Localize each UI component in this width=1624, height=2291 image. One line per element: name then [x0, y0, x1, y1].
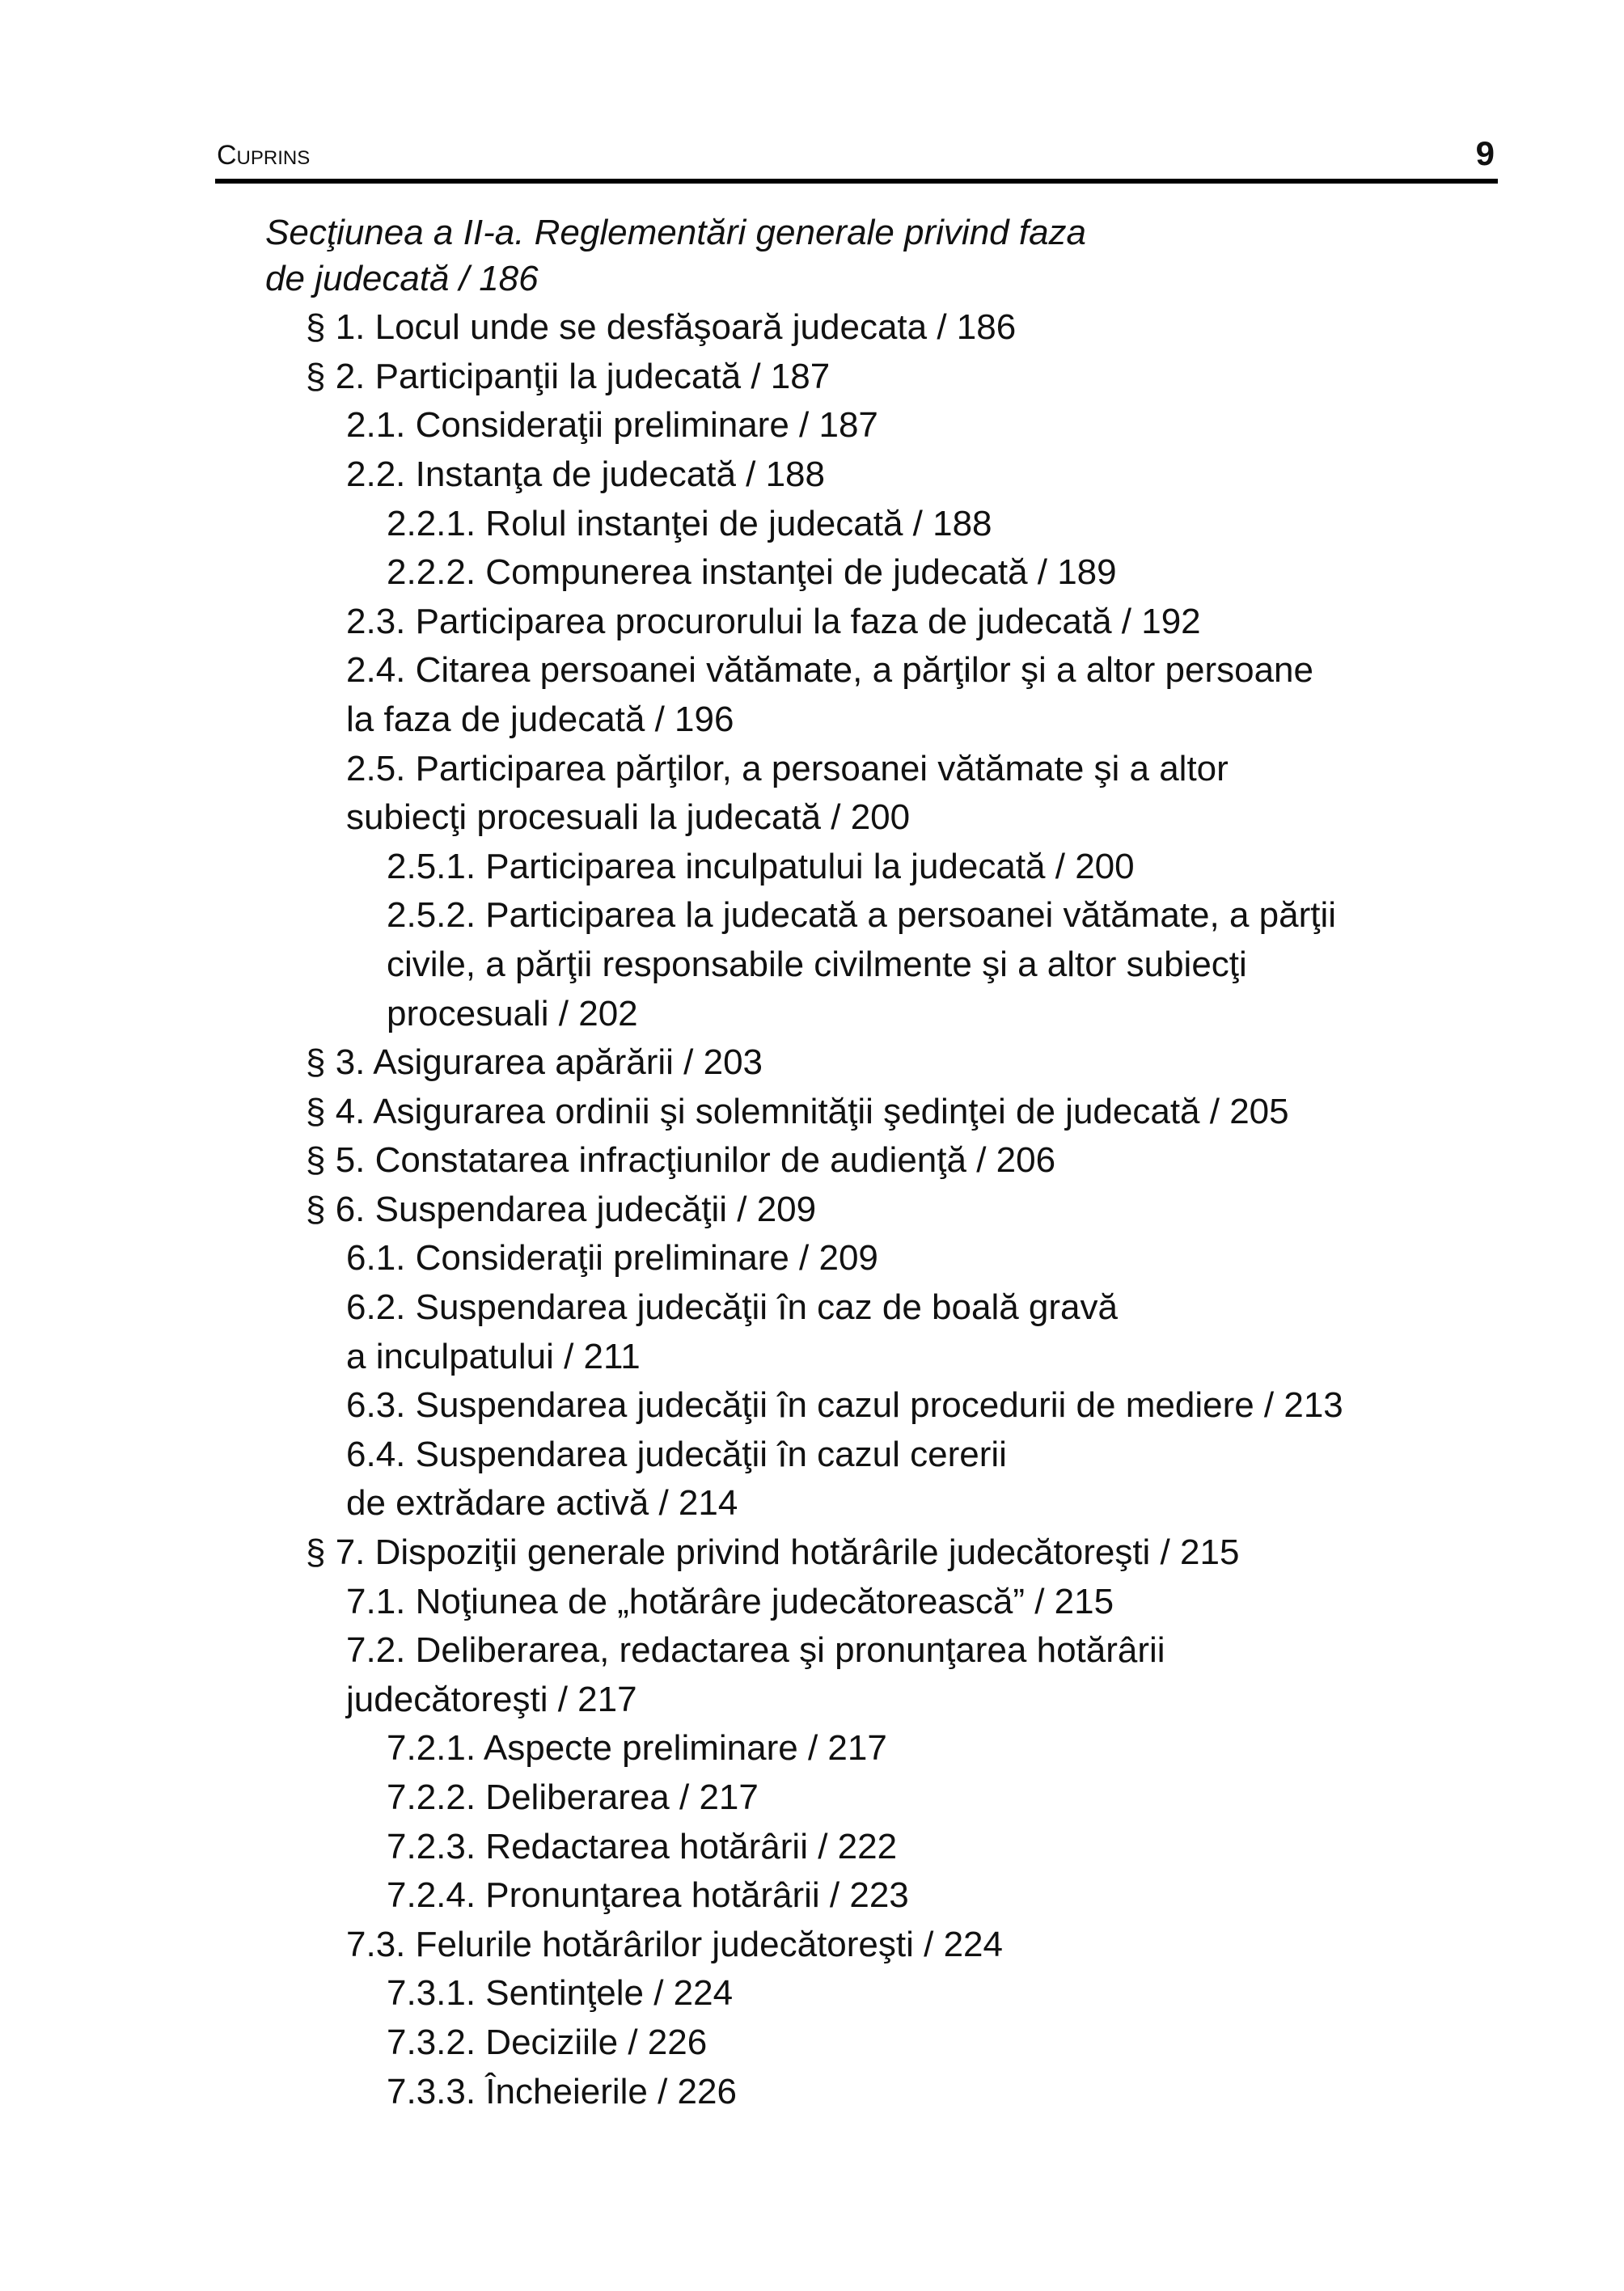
toc-entry-title: 2.5.1. Participarea inculpatului la judecată / 200	[387, 846, 1135, 886]
toc-entry-title: 7.3.1. Sentinţele / 224	[387, 1973, 734, 2014]
toc-entry	[0, 2068, 1624, 2117]
toc-entry-title: § 4. Asigurarea ordinii şi solemnităţii şedinţei de judecată / 205	[306, 1091, 1289, 1131]
toc-entry	[0, 1136, 1624, 1186]
toc-entry	[0, 205, 1624, 303]
toc-entry-title: 2.2.2. Compunerea instanţei de judecată / 189	[387, 552, 1117, 593]
toc-entry-title: 7.3. Felurile hotărârilor judecătoreşti / 224	[346, 1924, 1003, 1964]
toc-entry-title: 6.1. Consideraţii preliminare / 209	[346, 1238, 878, 1279]
toc-entry	[0, 1921, 1624, 1970]
toc-entry	[0, 646, 1624, 744]
toc-entry	[0, 1528, 1624, 1578]
toc-entry	[0, 1381, 1624, 1431]
toc-entry-title: § 7. Dispoziţii generale privind hotărârile judecătoreşti / 215	[306, 1532, 1240, 1573]
toc-entry-title: 2.4. Citarea persoanei vătămate, a părţilor şi a altor persoane	[346, 650, 1313, 691]
toc-entry	[0, 1724, 1624, 1773]
toc-entry-title: 7.3.2. Deciziile / 226	[387, 2022, 708, 2062]
toc-entry-title: 2.2. Instanţa de judecată / 188	[346, 454, 826, 494]
running-title: Cuprins	[217, 140, 311, 171]
toc-entry-continuation: de judecată / 186	[265, 258, 539, 298]
toc-entry	[0, 401, 1624, 450]
toc-entry	[0, 548, 1624, 598]
toc-entry-title: 2.5.2. Participarea la judecată a persoanei vătămate, a părţii	[387, 895, 1337, 936]
toc-entry-continuation: a inculpatului / 211	[346, 1336, 641, 1376]
toc-entry	[0, 1871, 1624, 1921]
toc-entry	[0, 1626, 1624, 1724]
toc-entry	[0, 1431, 1624, 1528]
toc-entry-title: 6.4. Suspendarea judecăţii în cazul cererii	[346, 1434, 1007, 1474]
table-of-contents	[0, 205, 1624, 2116]
toc-entry-title: 7.1. Noţiunea de „hotărâre judecătorească” / 215	[346, 1581, 1114, 1621]
toc-entry-title: 6.3. Suspendarea judecăţii în cazul procedurii de mediere / 213	[346, 1385, 1343, 1426]
toc-entry-title: 7.2.2. Deliberarea / 217	[387, 1777, 759, 1817]
toc-entry-title: 7.3.3. Încheierile / 226	[387, 2071, 737, 2111]
toc-entry	[0, 1234, 1624, 1283]
toc-entry-title: 2.1. Consideraţii preliminare / 187	[346, 405, 878, 446]
toc-entry	[0, 1578, 1624, 1627]
toc-entry-title: § 3. Asigurarea apărării / 203	[306, 1042, 763, 1083]
toc-entry	[0, 843, 1624, 892]
toc-entry-continuation: procesuali / 202	[387, 993, 638, 1033]
toc-entry	[0, 1969, 1624, 2018]
toc-entry-title: 2.2.1. Rolul instanţei de judecată / 188	[387, 503, 992, 543]
toc-entry-title: § 6. Suspendarea judecăţii / 209	[306, 1189, 817, 1229]
toc-entry	[0, 1088, 1624, 1137]
toc-entry-title: 7.2.3. Redactarea hotărârii / 222	[387, 1826, 898, 1866]
toc-entry	[0, 303, 1624, 353]
toc-entry-title: 7.2.4. Pronunţarea hotărârii / 223	[387, 1875, 909, 1916]
toc-entry	[0, 353, 1624, 402]
toc-entry	[0, 1773, 1624, 1823]
toc-entry	[0, 1038, 1624, 1088]
toc-entry-title: 2.5. Participarea părţilor, a persoanei vătămate şi a altor	[346, 748, 1229, 788]
toc-entry-title: 6.2. Suspendarea judecăţii în caz de boală gravă	[346, 1287, 1118, 1328]
toc-entry-title: § 1. Locul unde se desfăşoară judecata / 186	[306, 307, 1017, 348]
toc-entry-continuation: subiecţi procesuali la judecată / 200	[346, 797, 911, 838]
toc-entry-continuation: civile, a părţii responsabile civilmente şi a altor subiecţi	[387, 944, 1247, 984]
toc-entry-continuation: la faza de judecată / 196	[346, 699, 734, 739]
page-number: 9	[1475, 134, 1495, 172]
toc-entry-title: 7.2. Deliberarea, redactarea şi pronunţarea hotărârii	[346, 1630, 1165, 1671]
toc-entry-title: § 5. Constatarea infracţiunilor de audienţă / 206	[306, 1140, 1056, 1181]
page-header	[217, 136, 1498, 176]
toc-entry	[0, 891, 1624, 1038]
toc-entry-continuation: judecătoreşti / 217	[346, 1679, 637, 1719]
toc-entry	[0, 1186, 1624, 1235]
toc-entry-title: § 2. Participanţii la judecată / 187	[306, 356, 831, 396]
toc-entry	[0, 745, 1624, 843]
toc-entry-title: 2.3. Participarea procurorului la faza de judecată / 192	[346, 601, 1201, 641]
toc-entry	[0, 1283, 1624, 1381]
toc-entry-continuation: de extrădare activă / 214	[346, 1483, 738, 1524]
toc-entry	[0, 2018, 1624, 2068]
toc-entry	[0, 598, 1624, 647]
toc-entry	[0, 1823, 1624, 1872]
toc-entry-title: Secţiunea a II-a. Reglementări generale privind faza	[265, 213, 1087, 252]
toc-entry-title: 7.2.1. Aspecte preliminare / 217	[387, 1728, 887, 1769]
toc-entry	[0, 500, 1624, 549]
header-rule	[215, 179, 1498, 184]
toc-entry	[0, 450, 1624, 500]
